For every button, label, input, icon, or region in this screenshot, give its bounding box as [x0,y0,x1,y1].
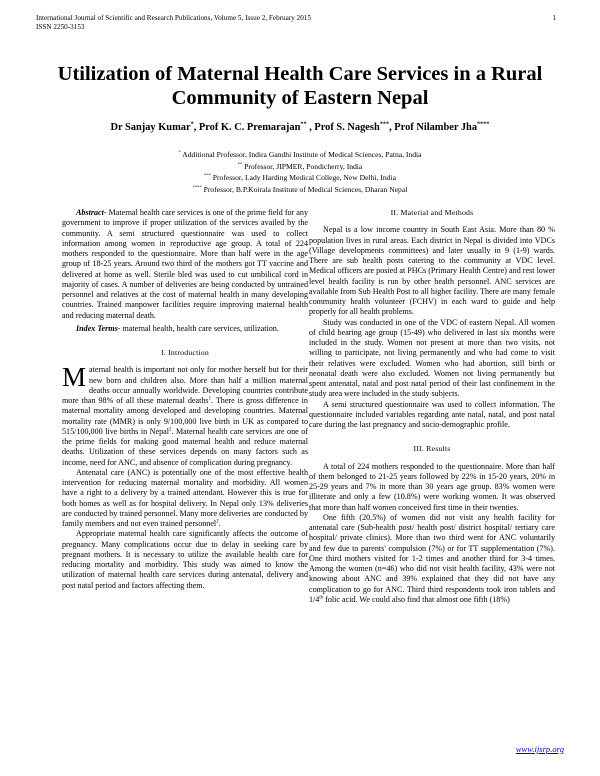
paragraph-text: folic acid. We could also find that almost one fifth (18%) [323,594,510,604]
author-mark: **** [477,120,490,128]
author-separator: , [389,122,395,133]
reference-mark: 2 [216,519,219,525]
introduction-paragraph-3: Appropriate maternal health care significantly affects the outcome of pregnancy. Many complications occur due to delay in seeking care by pregnant mothers. It is necessary to utilize the available health care for reducing mortality and morbidity. This study was aimed to know the utilization of maternal health care services during antenatal, delivery and post natal period and factors affecting them. [62,529,308,590]
left-column [62,208,308,591]
methods-paragraph-3: A semi structured questionnaire was used to collect information. The questionnaire included variables regarding ante natal, natal, and post natal care during the last pregnancy and socio-demographic profile. [309,399,555,429]
affiliation-text: Professor, Lady Harding Medical College, New Delhi, India [210,173,396,182]
author-list [36,121,564,134]
paragraph-text: Antenatal care (ANC) is potentially one of the most effective health intervention for reducing maternal mortality and morbidity. All women have a right to a delivery by a trained attendant. However this is true for both homes as well as for hospital delivery. In Nepal only 13% deliveries are conducted by trained personnel. Many more deliveries are conducted by family members and not even trained personnel [62,467,308,528]
paragraph-text: . Maternal health care services are one of the prime fields for making good maternal health and reduce maternal deaths. Utilization of these services depends on many factors such as income, need for ANC, and absence of complication during pregnancy. [62,426,308,467]
affiliation-mark: ** [237,160,243,166]
reference-mark: 2 [169,427,172,433]
methods-heading: II. Material and Methods [390,208,474,217]
superscript: th [319,595,324,601]
affiliation-line [36,161,564,173]
affiliation-line [36,149,564,161]
methods-paragraph-2: Study was conducted in one of the VDC of eastern Nepal. All women of child bearing age group (15-49) who delivered in last six months were included in the study. Women not present at more than two visits, not willing to participate, not living permanently and who had come to visit their relatives were excluded. Women who had abortion, still birth or neonatal death were also excluded. Women not living permanently but spent antenatal, natal and post natal period of their last confinement in the study area were included in the study subjects. [309,317,555,399]
author-name: Prof K. C. Premarajan [198,122,301,133]
affiliation-text: Professor, B.P.Koirala Institute of Medical Sciences, Dharan Nepal [201,184,408,194]
author-name: Prof Nilamber Jha [394,122,478,133]
introduction-heading: I. Introduction [160,348,210,357]
index-terms-label: Index Terms [76,323,118,333]
index-terms [62,324,308,334]
author-name: Prof S. Nagesh [314,122,380,133]
results-paragraph-1: A total of 224 mothers responded to the questionnaire. More than half of them belonged to 21-25 years followed by 22% in 15-20 years, 20% in 25-29 years and 7% in more than 30 years age group. 83% women were illiterate and only a few (10.8%) were working women. It was observed that more than half women conceived first time in their twenties. [309,461,555,512]
issn: ISSN 2250-3153 [36,23,85,31]
drop-cap: M [62,362,87,393]
right-column [309,208,555,605]
author-mark: ** [300,120,307,128]
affiliation-text: Professor, JIPMER, Pondicherry, India [242,161,363,171]
author-mark: * [190,120,194,128]
abstract [62,208,308,321]
author-separator: , [193,122,199,133]
running-header [36,14,564,32]
abstract-label: Abstract- [76,208,107,217]
introduction-paragraph-1 [62,362,308,468]
affiliation-line [36,172,564,184]
journal-line: International Journal of Scientific and Research Publications, Volume 5, Issue 2, February 2015 [36,14,311,22]
affiliation-mark: **** [192,183,202,189]
paragraph-text: . There is gross difference in maternal mortality among developed and developing countries. Maternal mortality rate (MMR) is only 9/100,000 live birth in UK as compared to 515/100,000 live births in Nepal [62,396,308,436]
paragraph-text: . [218,519,221,528]
author-mark: *** [379,120,390,128]
paragraph-text: One fifth (20.5%) of women did not visit any health facility for antenatal care (Sub-health post/ health post/ district hospital/ tertiary care hospital/ private clinics). More than two third went for ANC voluntarily and few due to parents' compulsion (7%) or for TT supplementation (7%). One third mothers visited for 1-2 times and another third for 3-4 times. Among the women (n=46) who did not visit health facility, 43% were not knowing about ANC and 39% explained that they did not have any complication to go for ANC. Third third respondents took iron tablets and 1/4 [309,512,555,604]
author-name: Dr Sanjay Kumar [110,122,191,133]
index-terms-text: - maternal health, health care services, utilization. [117,323,279,333]
methods-paragraph-1: Nepal is a low income country in South East Asia. More than 80 % population lives in rural areas. Each district in Nepal is divided into VDCs (Village developments committees) and later usually in 9 (1-9) wards. There are sub health posts catering to the community at VDC level. Medical officers are posied at PHCs (Primary Health Centre) and rest lower level health facility is run by other health personnel. ANC services are available from Sub Health Post to all higher facility. There are many female community health volunteer (FCHV) in each ward to guide and help properly for all health problems. [309,225,555,317]
affiliation-mark: * [178,149,181,155]
paper-title: Utilization of Maternal Health Care Services in a Rural Community of Eastern Nepal [57,63,543,109]
affiliation-line [36,184,564,196]
journal-url-link[interactable]: www.ijsrp.org [515,744,564,754]
introduction-paragraph-2 [62,468,308,530]
abstract-text: Maternal health care services is one of the prime field for any government to improve if proper utilization of the services availed by the community. A semi structured questionnaire was used to collect information among women in reproductive age group. A total of 224 mothers responded to the questionnaire. More than half were in the age group of 18-25 years. Around two third of the mothers got TT vaccine and delivered at home as well. Sterile bled was used to cut umbilical cord in majority of cases. A number of deliveries are being conducted by untrained personnel and relatives at the cost of maternal health in many developing countries. Trained manpower facilities require improving maternal health and reducing maternal death. [62,208,308,320]
results-heading: III. Results [413,444,451,454]
paragraph-text: aternal health is important not only for mother herself but for their new born and children also. More than half a million maternal deaths occur annually worldwide. Developing countries contribute more than 98% of all these maternal deaths [62,365,308,405]
results-paragraph-2 [309,513,555,605]
affiliations [36,149,564,195]
page-number: 1 [552,14,556,22]
author-separator: , [306,122,315,133]
affiliation-mark: *** [204,172,211,178]
reference-mark: 1 [208,396,211,402]
affiliation-text: Additional Professor, Indira Gandhi Institute of Medical Sciences, Patna, India [180,150,422,159]
